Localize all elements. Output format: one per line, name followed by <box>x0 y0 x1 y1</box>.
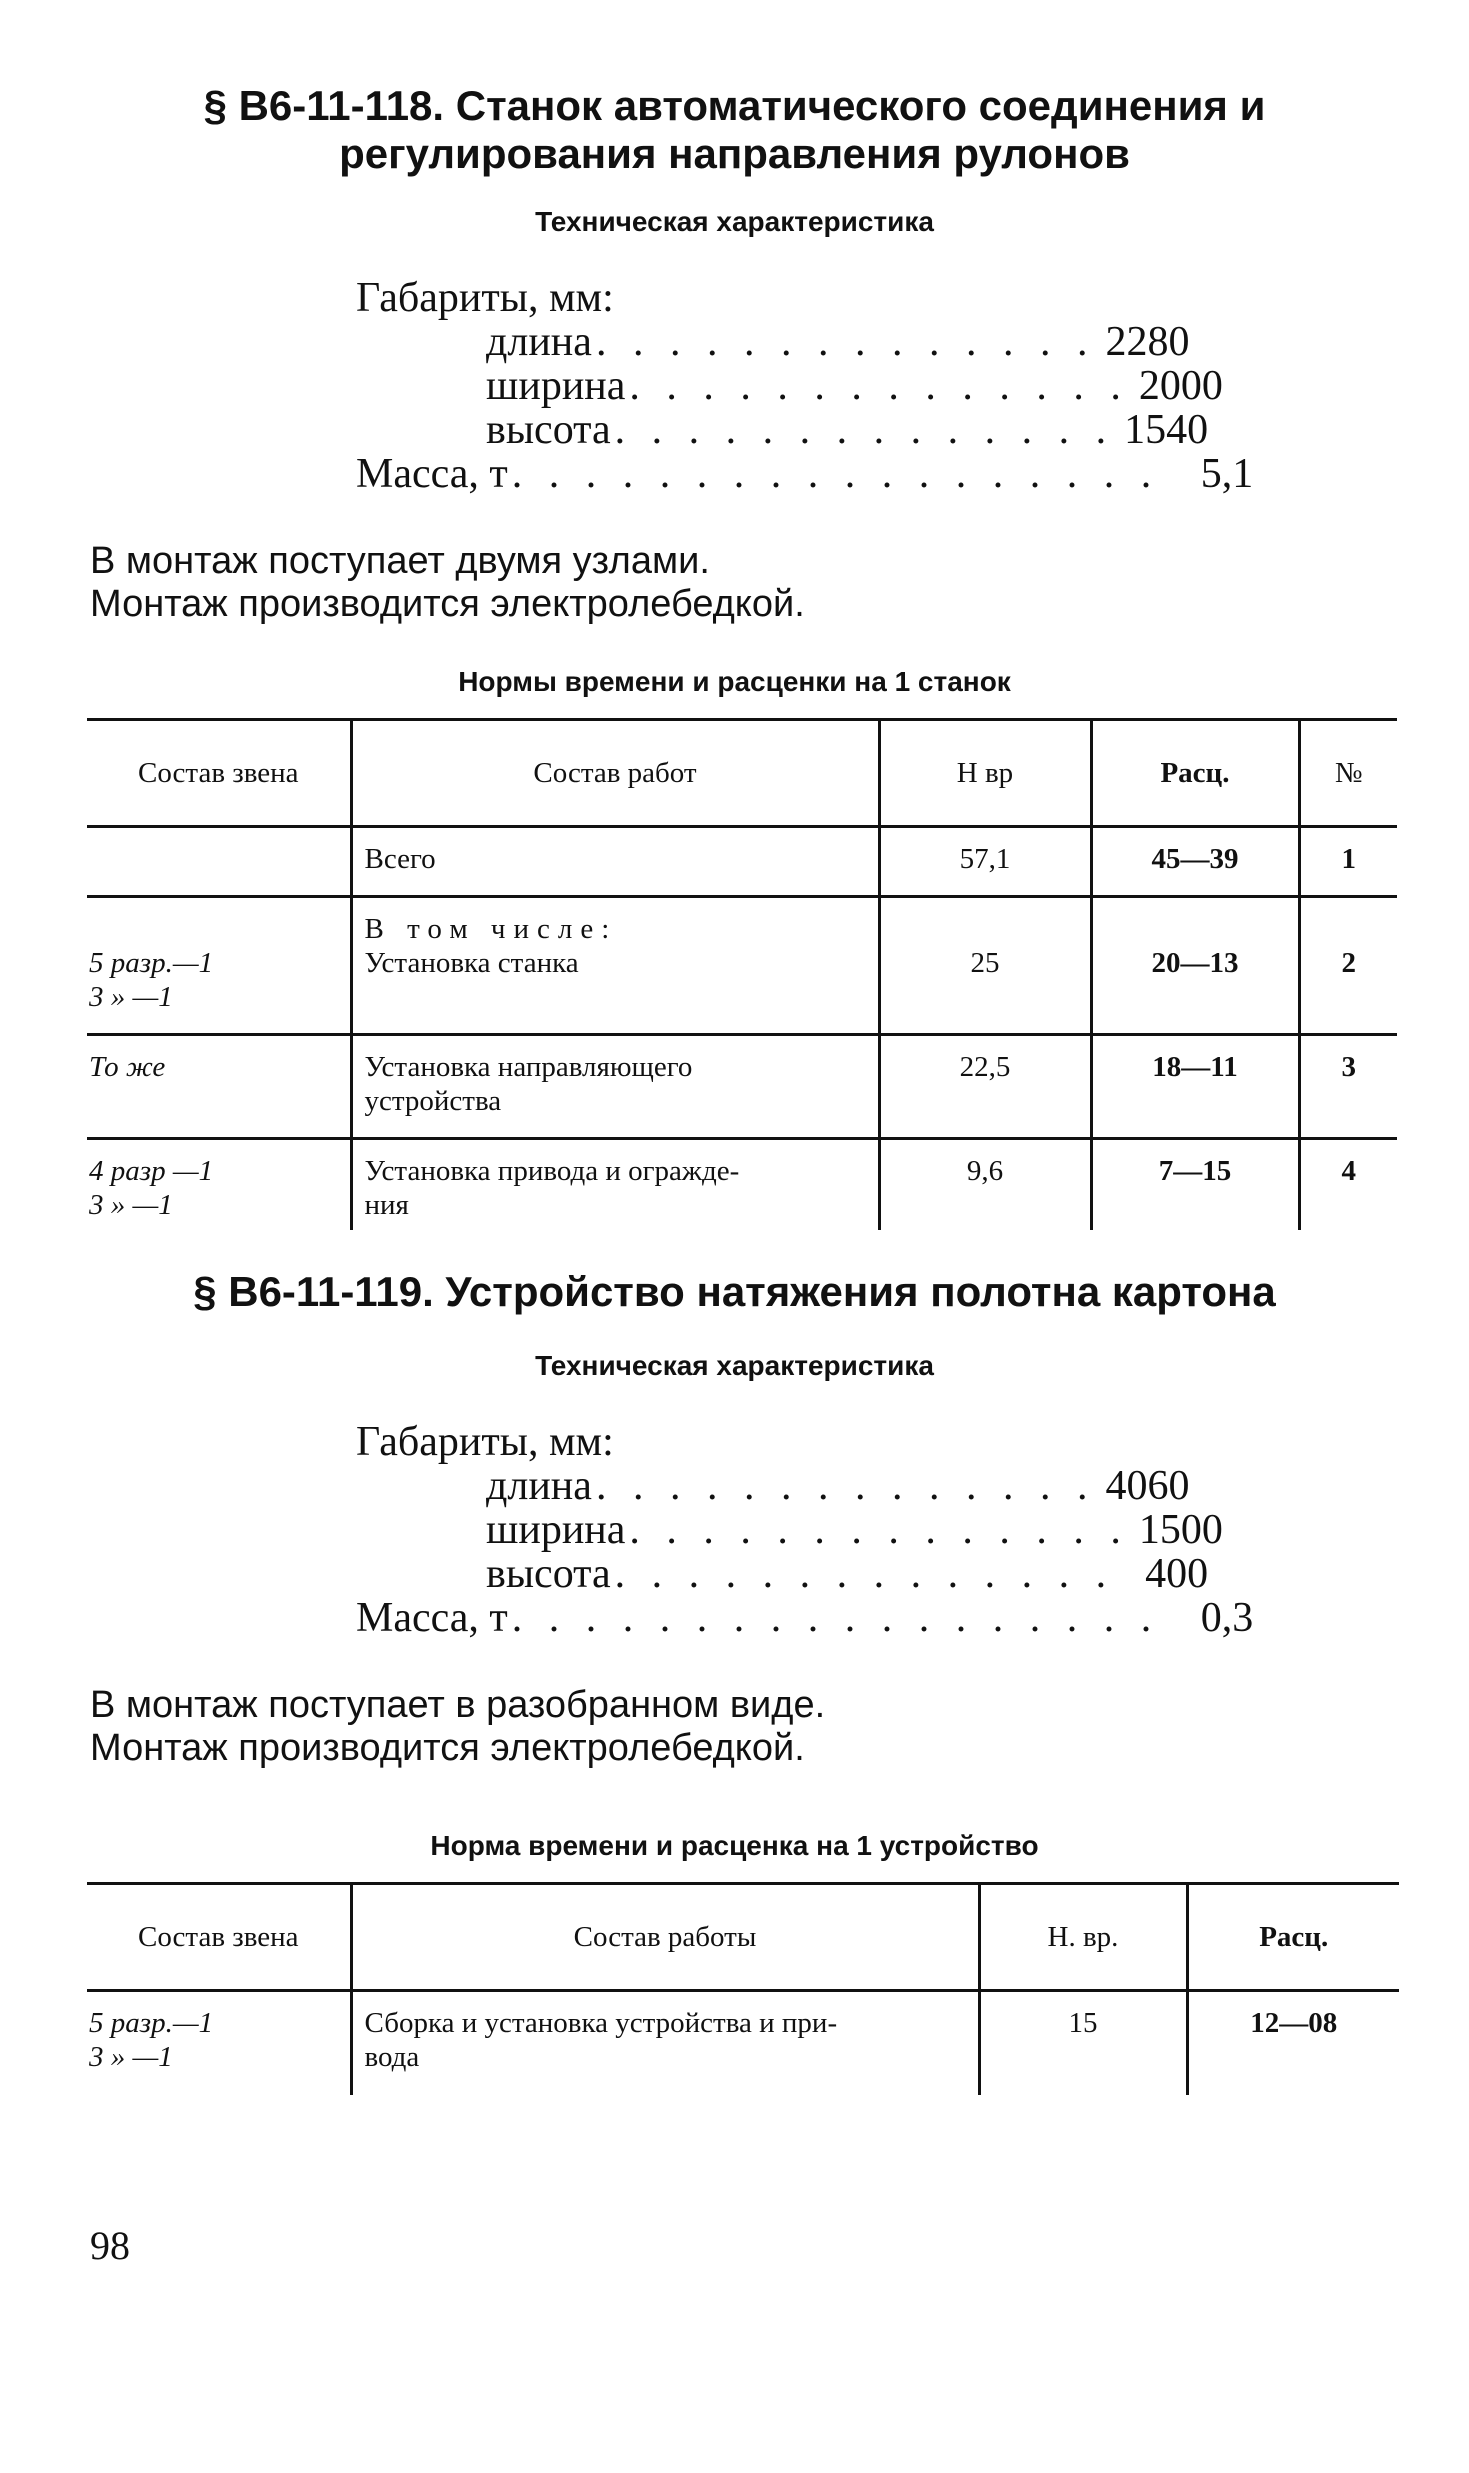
spec-label: Масса, т <box>356 1595 508 1641</box>
spec-value: 1500 <box>1138 1507 1223 1553</box>
note-delivery: В монтаж поступает в разобранном виде. <box>90 1684 826 1726</box>
leader-dots: . . . . . . . . . . . . . . <box>629 1507 1129 1553</box>
section-118-specs <box>356 275 1254 497</box>
leader-dots: . . . . . . . . . . . . . . <box>595 319 1096 365</box>
crew-cell <box>87 1139 351 1231</box>
leader-dots: . . . . . . . . . . . . . . . . . . <box>511 451 1160 497</box>
crew-line: То же <box>89 1051 166 1083</box>
spec-row-length <box>356 1463 1190 1509</box>
work-text-cont: ния <box>364 1189 409 1221</box>
work-cell <box>351 827 879 897</box>
rate-cell: 7—15 <box>1091 1139 1299 1231</box>
rate-cell: 12—08 <box>1187 1991 1399 2095</box>
crew-line: 5 разр.—1 <box>89 2007 214 2039</box>
crew-cell <box>87 1035 351 1139</box>
spec-row-width <box>356 1507 1223 1553</box>
spec-value: 1540 <box>1124 407 1209 453</box>
rate-cell: 18—11 <box>1091 1035 1299 1139</box>
spec-value: 2280 <box>1105 319 1190 365</box>
note-method: Монтаж производится электролебедкой. <box>90 1727 805 1769</box>
leader-dots: . . . . . . . . . . . . . . <box>614 407 1115 453</box>
leader-dots: . . . . . . . . . . . . . . <box>595 1463 1096 1509</box>
crew-cell <box>87 827 351 897</box>
spec-row-mass <box>356 1595 1254 1641</box>
table-row <box>87 897 1397 1035</box>
spec-value: 400 <box>1145 1551 1209 1597</box>
work-text: Сборка и установка устройства и при- <box>364 2007 838 2039</box>
spec-label: ширина <box>486 1507 626 1553</box>
spec-label: высота <box>486 1551 611 1597</box>
spec-row-length <box>356 319 1190 365</box>
crew-line: 3 » —1 <box>89 981 173 1013</box>
work-cell <box>351 1139 879 1231</box>
table-row <box>87 1139 1397 1231</box>
spec-label: высота <box>486 407 611 453</box>
spec-value: 2000 <box>1138 363 1223 409</box>
time-cell: 15 <box>979 1991 1187 2095</box>
section-118-spec-title: Техническая характеристика <box>535 206 934 237</box>
section-119-norms-table <box>87 1882 1399 2095</box>
col-header-rate: Расц. <box>1091 720 1299 827</box>
spec-value: 4060 <box>1105 1463 1190 1509</box>
time-cell: 25 <box>879 897 1091 1035</box>
section-118-table-caption: Нормы времени и расценки на 1 станок <box>458 666 1011 697</box>
table-row <box>87 1035 1397 1139</box>
col-header-work: Состав работы <box>351 1884 979 1991</box>
work-text: Установка привода и огражде- <box>364 1155 740 1187</box>
table-row <box>87 1991 1399 2095</box>
spec-label: Масса, т <box>356 451 508 497</box>
number-cell: 2 <box>1299 897 1397 1035</box>
table-row <box>87 827 1397 897</box>
col-header-number: № <box>1299 720 1397 827</box>
crew-line: 4 разр —1 <box>89 1155 214 1187</box>
section-119-notes <box>90 1684 1390 1770</box>
number-cell: 3 <box>1299 1035 1397 1139</box>
rate-cell: 45—39 <box>1091 827 1299 897</box>
section-118-heading <box>0 82 1469 178</box>
work-text-cont: вода <box>364 2041 420 2073</box>
work-text: Установка станка <box>364 947 579 979</box>
leader-dots: . . . . . . . . . . . . . . <box>629 363 1129 409</box>
col-header-crew: Состав звена <box>87 1884 351 1991</box>
spec-row-mass <box>356 451 1254 497</box>
section-118-notes <box>90 540 1390 626</box>
spec-value: 0,3 <box>1200 1595 1254 1641</box>
section-118-heading-line2: регулирования направления рулонов <box>339 130 1130 177</box>
crew-line: 5 разр.—1 <box>89 947 214 979</box>
work-text: Установка направляющего <box>364 1051 693 1083</box>
note-delivery: В монтаж поступает двумя узлами. <box>90 540 710 582</box>
work-prefix: В том числе: <box>364 913 618 945</box>
time-cell: 9,6 <box>879 1139 1091 1231</box>
dimensions-label: Габариты, мм: <box>356 1419 614 1465</box>
section-118-norms-table <box>87 718 1397 1230</box>
table-header-row <box>87 1884 1399 1991</box>
spec-label: длина <box>486 1463 592 1509</box>
crew-line: 3 » —1 <box>89 2041 173 2073</box>
number-cell: 4 <box>1299 1139 1397 1231</box>
leader-dots: . . . . . . . . . . . . . . <box>614 1551 1115 1597</box>
spec-label: ширина <box>486 363 626 409</box>
col-header-crew: Состав звена <box>87 720 351 827</box>
rate-cell: 20—13 <box>1091 897 1299 1035</box>
dimensions-label: Габариты, мм: <box>356 275 614 321</box>
work-cell <box>351 1991 979 2095</box>
spec-row-height <box>356 407 1209 453</box>
col-header-time: Н вр <box>879 720 1091 827</box>
crew-cell <box>87 1991 351 2095</box>
crew-cell <box>87 897 351 1035</box>
work-text: Всего <box>364 843 436 875</box>
work-cell <box>351 1035 879 1139</box>
col-header-rate: Расц. <box>1187 1884 1399 1991</box>
section-119-specs <box>356 1419 1254 1641</box>
spec-row-width <box>356 363 1223 409</box>
section-119-heading: § В6-11-119. Устройство натяжения полотна картона <box>193 1268 1276 1315</box>
col-header-work: Состав работ <box>351 720 879 827</box>
note-method: Монтаж производится электролебедкой. <box>90 583 805 625</box>
spec-label: длина <box>486 319 592 365</box>
section-118-heading-line1: § В6-11-118. Станок автоматического соединения и <box>203 82 1266 129</box>
work-cell <box>351 897 879 1035</box>
spec-row-height <box>356 1551 1209 1597</box>
crew-line: 3 » —1 <box>89 1189 173 1221</box>
col-header-time: Н. вр. <box>979 1884 1187 1991</box>
spec-value: 5,1 <box>1200 451 1254 497</box>
time-cell: 22,5 <box>879 1035 1091 1139</box>
number-cell: 1 <box>1299 827 1397 897</box>
leader-dots: . . . . . . . . . . . . . . . . . . <box>511 1595 1160 1641</box>
table-header-row <box>87 720 1397 827</box>
section-119-spec-title: Техническая характеристика <box>535 1350 934 1381</box>
time-cell: 57,1 <box>879 827 1091 897</box>
page-number: 98 <box>90 2223 130 2268</box>
work-text-cont: устройства <box>364 1085 502 1117</box>
section-119-table-caption: Норма времени и расценка на 1 устройство <box>430 1830 1039 1861</box>
